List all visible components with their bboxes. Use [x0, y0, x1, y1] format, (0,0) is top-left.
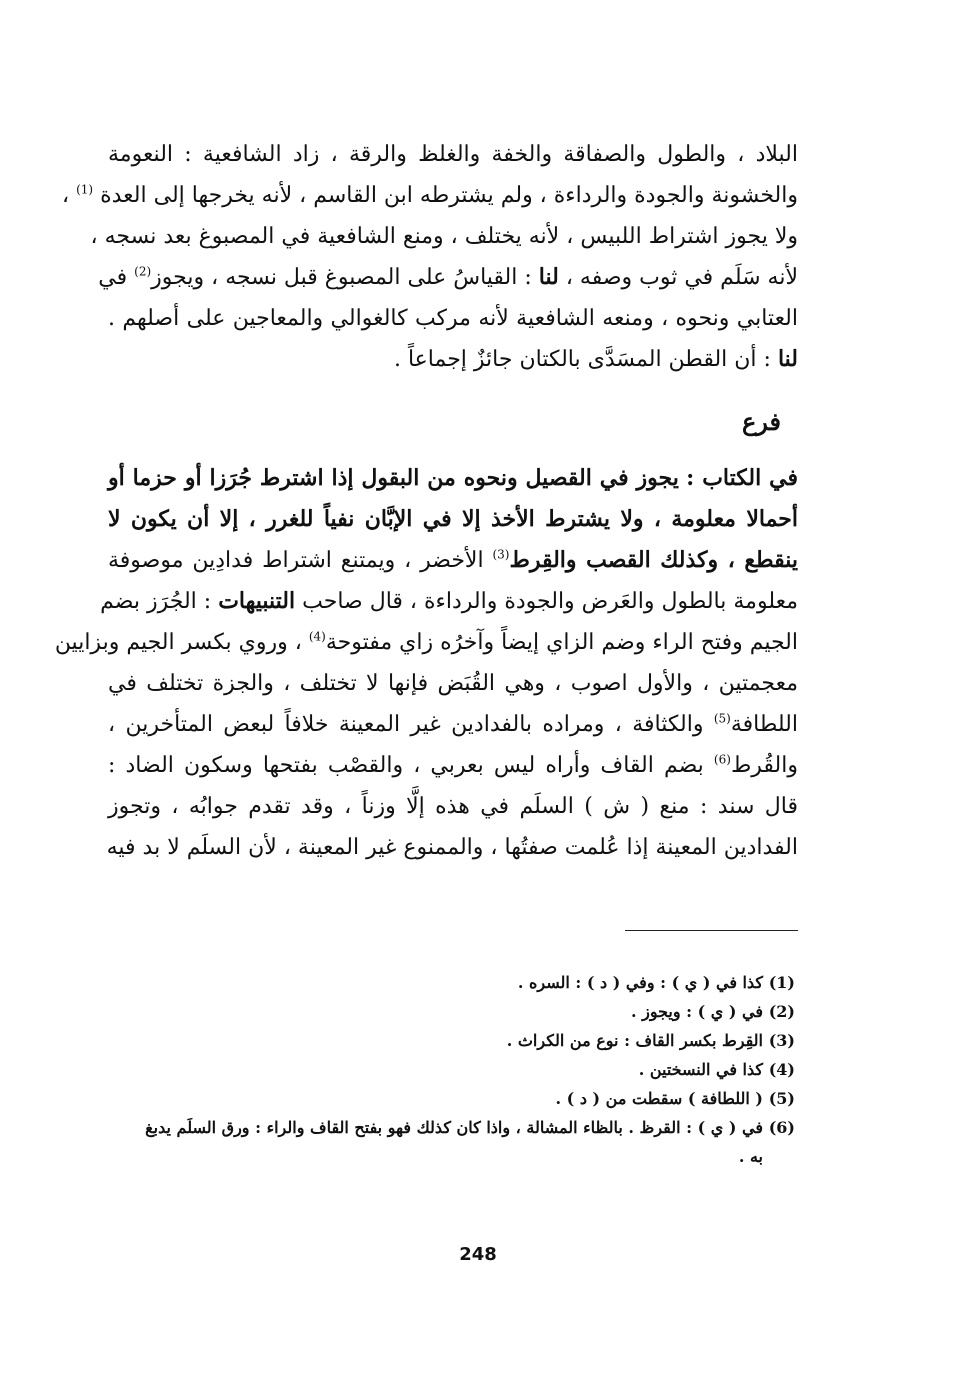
text-line: الفدادين المعينة إذا عُلمت صفتُها ، والممنوع غير المعينة ، لأن السلَم لا بد فيه: [106, 835, 798, 860]
bold-label: لنا: [538, 264, 559, 290]
footnote-marker: (3): [492, 547, 510, 562]
footnote-text: القِرط بكسر القاف : نوع من الكراث .: [506, 1031, 763, 1050]
footnote: [140, 997, 795, 1026]
text-segment: معلومة بالطول والعَرض والجودة والرداءة ، قال صاحب: [302, 589, 798, 614]
text-segment: الجيم وفتح الراء وضم الزاي إيضاً وآخرُه زاي مفتوحة: [325, 630, 798, 655]
footnote-text: ( اللطافة ) سقطت من ( د ) .: [555, 1089, 763, 1108]
text-segment: الأخضر ، ويمتنع اشتراط فدادِين موصوفة: [108, 548, 484, 573]
text-segment: ، وروي بكسر الجيم وبزايين: [54, 630, 302, 655]
text-line: أحمالا معلومة ، ولا يشترط الأخذ إلا في الإبَّان نفياً للغرر ، إلا أن يكون لا: [108, 506, 798, 532]
text-line: معجمتين ، والأول اصوب ، وهي القُبَض فإنها لا تختلف ، والجزة تختلف في: [108, 671, 798, 696]
footnote-number: (5): [768, 1089, 795, 1108]
footnote-number: (2): [768, 1002, 795, 1021]
footnote-number: (3): [768, 1031, 795, 1050]
footnote: [140, 1055, 795, 1084]
footnote-divider: [625, 930, 798, 931]
paragraph-2: [54, 458, 798, 868]
text-segment: في: [98, 265, 128, 290]
text-line: [61, 175, 798, 216]
text-line: العتابي ونحوه ، ومنعه الشافعية لأنه مركب كالغوالي والمعاجين على أصلهم .: [108, 306, 798, 331]
text-line: [108, 745, 798, 786]
text-segment: والقُرط: [730, 753, 798, 778]
bold-quote: يجوز في القصيل ونحوه من البقول إذا اشترط جُرَزا أو حزما أو: [108, 465, 679, 491]
bold-label: لنا: [777, 346, 798, 372]
text-segment: لأنه سَلَم في ثوب وصفه ،: [565, 265, 798, 290]
footnote-number: (1): [768, 973, 795, 992]
bold-label: في الكتاب :: [686, 465, 798, 491]
footnote-text: كذا في ( ي ) : وفي ( د ) : السره .: [517, 973, 763, 992]
text-segment: والكثافة ، ومراده بالفدادين غير المعينة خلافاً لبعض المتأخرين ،: [108, 712, 704, 737]
text-line: [98, 257, 798, 298]
bold-quote: ينقطع ، وكذلك القصب والقِرط: [509, 547, 798, 573]
text-segment: : الجُرَز بضم: [100, 589, 212, 614]
footnote-text: في ( ي ) : القرظ . بالظاء المشالة ، واذا كان كذلك فهو بفتح القاف والراء : ورق السلَم يدبغ به .: [145, 1118, 763, 1166]
footnotes: [140, 968, 795, 1171]
text-line: قال سند : منع ( ش ) السلَم في هذه إلَّا وزناً ، وقد تقدم جوابُه ، وتجوز: [108, 794, 798, 819]
footnote: [140, 968, 795, 997]
text-segment: ،: [61, 183, 70, 208]
footnote-marker: (2): [134, 264, 152, 279]
text-line: [108, 339, 798, 380]
text-line: [54, 622, 798, 663]
footnote-marker: (1): [76, 182, 94, 197]
text-line: [108, 458, 798, 499]
text-segment: اللطافة: [730, 712, 798, 737]
text-segment: : أن القطن المسَدَّى بالكتان جائزٌ إجماعاً .: [393, 347, 771, 372]
footnote-number: (6): [768, 1118, 795, 1137]
text-line: البلاد ، والطول والصفاقة والخفة والغلظ والرقة ، زاد الشافعية : النعومة: [108, 142, 798, 167]
footnote-text: في ( ي ) : ويجوز .: [630, 1002, 763, 1021]
footnote: [140, 1026, 795, 1055]
text-segment: بضم القاف وأراه ليس بعربي ، والقصْب بفتحها وسكون الضاد :: [108, 753, 704, 778]
bold-label: التنبيهات: [218, 588, 296, 614]
text-line: [100, 581, 798, 622]
footnote-marker: (4): [308, 629, 326, 644]
text-line: [108, 704, 798, 745]
text-line: ولا يجوز اشتراط اللبيس ، لأنه يختلف ، ومنع الشافعية في المصبوغ بعد نسجه ،: [90, 224, 798, 249]
footnote-marker: (6): [713, 752, 731, 767]
footnote: [140, 1084, 795, 1113]
text-line: [108, 540, 798, 581]
page-number: 248: [459, 1244, 497, 1265]
footnote: [140, 1113, 795, 1171]
text-segment: : القياسُ على المصبوغ قبل نسجه ، ويجوز: [151, 265, 532, 290]
paragraph-1: [61, 134, 798, 380]
footnote-marker: (5): [713, 711, 731, 726]
footnote-number: (4): [768, 1060, 795, 1079]
footnote-text: كذا في النسختين .: [638, 1060, 763, 1079]
text-segment: والخشونة والجودة والرداءة ، ولم يشترطه ابن القاسم ، لأنه يخرجها إلى العدة: [100, 183, 798, 208]
section-heading: فرع: [741, 407, 781, 436]
